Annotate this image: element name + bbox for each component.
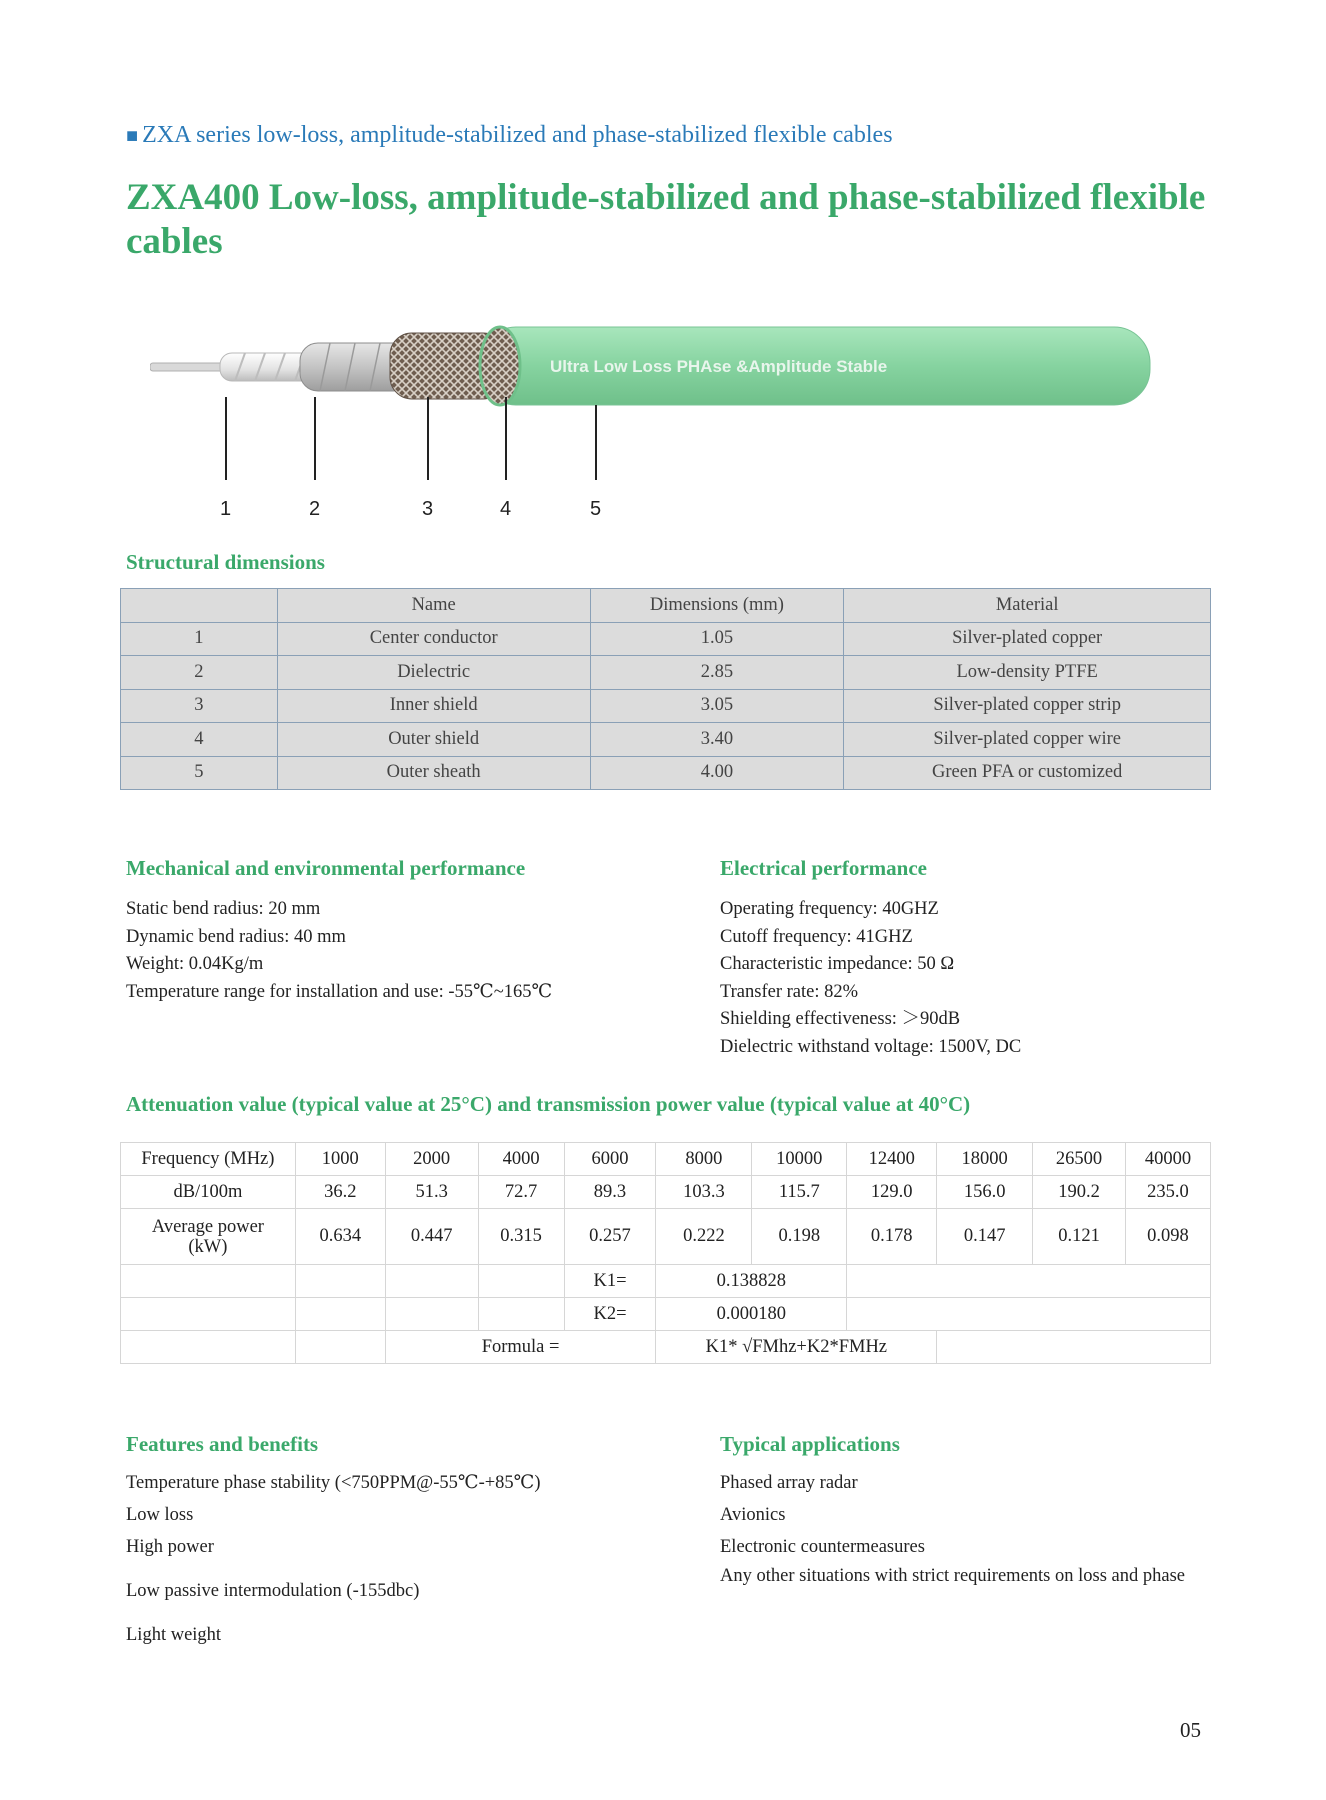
table-cell: 0.222 — [656, 1209, 752, 1265]
electrical-list — [720, 896, 1021, 1061]
sheath-label: Ultra Low Loss PHAse &Amplitude Stable — [550, 357, 888, 376]
table-row — [121, 1209, 1211, 1265]
table-cell: 72.7 — [478, 1176, 564, 1209]
table-cell: Outer sheath — [277, 756, 590, 790]
table-cell: 1 — [121, 622, 278, 656]
table-cell: 2 — [121, 656, 278, 690]
table-cell — [295, 1298, 385, 1331]
series-line-text: ZXA series low-loss, amplitude-stabilized and phase-stabilized flexible cables — [142, 122, 893, 148]
callout-5: 5 — [590, 498, 602, 520]
table-row — [121, 756, 1211, 790]
k1-value: 0.138828 — [656, 1265, 847, 1298]
list-item: Static bend radius: 20 mm — [126, 899, 321, 919]
header-cell — [121, 589, 278, 623]
table-cell — [478, 1298, 564, 1331]
table-cell: 115.7 — [752, 1176, 847, 1209]
table-row — [121, 689, 1211, 723]
list-item: Cutoff frequency: 41GHZ — [720, 926, 913, 947]
list-item: Electronic countermeasures — [720, 1537, 925, 1557]
table-cell — [478, 1265, 564, 1298]
table-cell: 0.121 — [1033, 1209, 1126, 1265]
list-item: Low loss — [126, 1505, 194, 1525]
k2-value: 0.000180 — [656, 1298, 847, 1331]
power-label-line2: (kW) — [188, 1236, 228, 1257]
table-cell: 0.098 — [1125, 1209, 1210, 1265]
table-row — [121, 723, 1211, 757]
table-row — [121, 1331, 1211, 1364]
table-cell: 1.05 — [590, 622, 844, 656]
table-cell — [847, 1265, 1211, 1298]
callout-1: 1 — [220, 498, 232, 520]
table-cell: Silver-plated copper strip — [844, 689, 1211, 723]
table-cell: 3.40 — [590, 723, 844, 757]
series-line — [126, 122, 893, 149]
power-label-line1: Average power — [151, 1216, 264, 1237]
table-cell: 0.447 — [385, 1209, 478, 1265]
table-cell: 8000 — [656, 1143, 752, 1176]
list-item: High power — [126, 1537, 214, 1557]
table-cell: 40000 — [1125, 1143, 1210, 1176]
table-cell — [121, 1331, 296, 1364]
callout-4: 4 — [500, 498, 512, 520]
list-item: Light weight — [126, 1625, 222, 1645]
table-cell: Dielectric — [277, 656, 590, 690]
structural-table — [120, 588, 1211, 790]
table-cell: 129.0 — [847, 1176, 937, 1209]
table-cell: 4.00 — [590, 756, 844, 790]
table-cell: Silver-plated copper — [844, 622, 1211, 656]
header-cell: Dimensions (mm) — [590, 589, 844, 623]
table-cell: 0.257 — [564, 1209, 656, 1265]
table-cell: 1000 — [295, 1143, 385, 1176]
list-item: Any other situations with strict requirements on loss and phase — [720, 1566, 1185, 1586]
table-cell: Green PFA or customized — [844, 756, 1211, 790]
series-marker-icon: ■ — [126, 125, 139, 147]
page-title: ZXA400 Low-loss, amplitude-stabilized and phase-stabilized flexible cables — [126, 177, 1206, 262]
table-cell: dB/100m — [121, 1176, 296, 1209]
k1-label: K1= — [564, 1265, 656, 1298]
table-row — [121, 622, 1211, 656]
list-item: Phased array radar — [720, 1473, 858, 1493]
table-cell: 0.315 — [478, 1209, 564, 1265]
table-row — [121, 1143, 1211, 1176]
table-cell: 5 — [121, 756, 278, 790]
table-cell: 103.3 — [656, 1176, 752, 1209]
table-cell: 89.3 — [564, 1176, 656, 1209]
table-cell: 36.2 — [295, 1176, 385, 1209]
structural-heading: Structural dimensions — [126, 550, 325, 574]
list-item: Dielectric withstand voltage: 1500V, DC — [720, 1036, 1022, 1057]
table-cell: 10000 — [752, 1143, 847, 1176]
list-item: Dynamic bend radius: 40 mm — [126, 926, 346, 947]
table-cell: 0.147 — [937, 1209, 1033, 1265]
table-cell: Silver-plated copper wire — [844, 723, 1211, 757]
list-item: Characteristic impedance: 50 Ω — [720, 954, 955, 974]
table-cell: Outer shield — [277, 723, 590, 757]
electrical-heading: Electrical performance — [720, 856, 927, 880]
table-cell: Center conductor — [277, 622, 590, 656]
table-cell: 26500 — [1033, 1143, 1126, 1176]
table-cell: 4000 — [478, 1143, 564, 1176]
header-cell: Name — [277, 589, 590, 623]
k2-label: K2= — [564, 1298, 656, 1331]
table-cell: 18000 — [937, 1143, 1033, 1176]
list-item: Avionics — [720, 1505, 786, 1525]
table-cell — [121, 1265, 296, 1298]
table-cell — [847, 1298, 1211, 1331]
header-cell: Material — [844, 589, 1211, 623]
table-cell: Low-density PTFE — [844, 656, 1211, 690]
list-item: Shielding effectiveness: ＞90dB — [720, 1009, 961, 1029]
table-cell: Frequency (MHz) — [121, 1143, 296, 1176]
mechanical-list — [126, 896, 552, 1006]
table-cell: 190.2 — [1033, 1176, 1126, 1209]
table-cell — [121, 1298, 296, 1331]
table-row — [121, 1298, 1211, 1331]
table-cell — [385, 1298, 478, 1331]
table-cell: 156.0 — [937, 1176, 1033, 1209]
table-cell: 3.05 — [590, 689, 844, 723]
features-heading: Features and benefits — [126, 1432, 319, 1456]
callout-3: 3 — [422, 498, 434, 520]
table-row — [121, 656, 1211, 690]
table-cell: 12400 — [847, 1143, 937, 1176]
table-cell — [121, 1209, 296, 1265]
table-cell: 2000 — [385, 1143, 478, 1176]
table-cell: 0.634 — [295, 1209, 385, 1265]
features-list — [126, 1470, 686, 1650]
attenuation-table — [120, 1142, 1211, 1364]
cable-diagram — [150, 305, 1190, 525]
table-cell: 6000 — [564, 1143, 656, 1176]
list-item: Temperature phase stability (<750PPM@-55℃-+85℃) — [126, 1473, 541, 1493]
table-row — [121, 1265, 1211, 1298]
table-cell — [937, 1331, 1211, 1364]
table-row — [121, 1176, 1211, 1209]
attenuation-heading: Attenuation value (typical value at 25°C) and transmission power value (typical value at 40°C) — [126, 1092, 971, 1116]
list-item: Low passive intermodulation (-155dbc) — [126, 1581, 420, 1601]
applications-heading: Typical applications — [720, 1432, 900, 1456]
list-item: Temperature range for installation and use: -55℃~165℃ — [126, 981, 553, 1002]
page-number: 05 — [1180, 1718, 1201, 1742]
callout-2: 2 — [309, 498, 321, 520]
table-cell: 235.0 — [1125, 1176, 1210, 1209]
formula-label: Formula = — [385, 1331, 656, 1364]
formula-value: K1* √FMhz+K2*FMHz — [656, 1331, 937, 1364]
table-header-row — [121, 589, 1211, 623]
table-cell — [295, 1331, 385, 1364]
mechanical-heading: Mechanical and environmental performance — [126, 856, 526, 880]
table-cell: 51.3 — [385, 1176, 478, 1209]
table-cell: 4 — [121, 723, 278, 757]
list-item: Weight: 0.04Kg/m — [126, 954, 264, 974]
table-cell: Inner shield — [277, 689, 590, 723]
table-cell: 0.178 — [847, 1209, 937, 1265]
table-cell — [295, 1265, 385, 1298]
table-cell — [385, 1265, 478, 1298]
list-item: Transfer rate: 82% — [720, 981, 859, 1002]
applications-list — [720, 1470, 1205, 1610]
table-cell: 0.198 — [752, 1209, 847, 1265]
table-cell: 2.85 — [590, 656, 844, 690]
list-item: Operating frequency: 40GHZ — [720, 899, 939, 919]
table-cell: 3 — [121, 689, 278, 723]
